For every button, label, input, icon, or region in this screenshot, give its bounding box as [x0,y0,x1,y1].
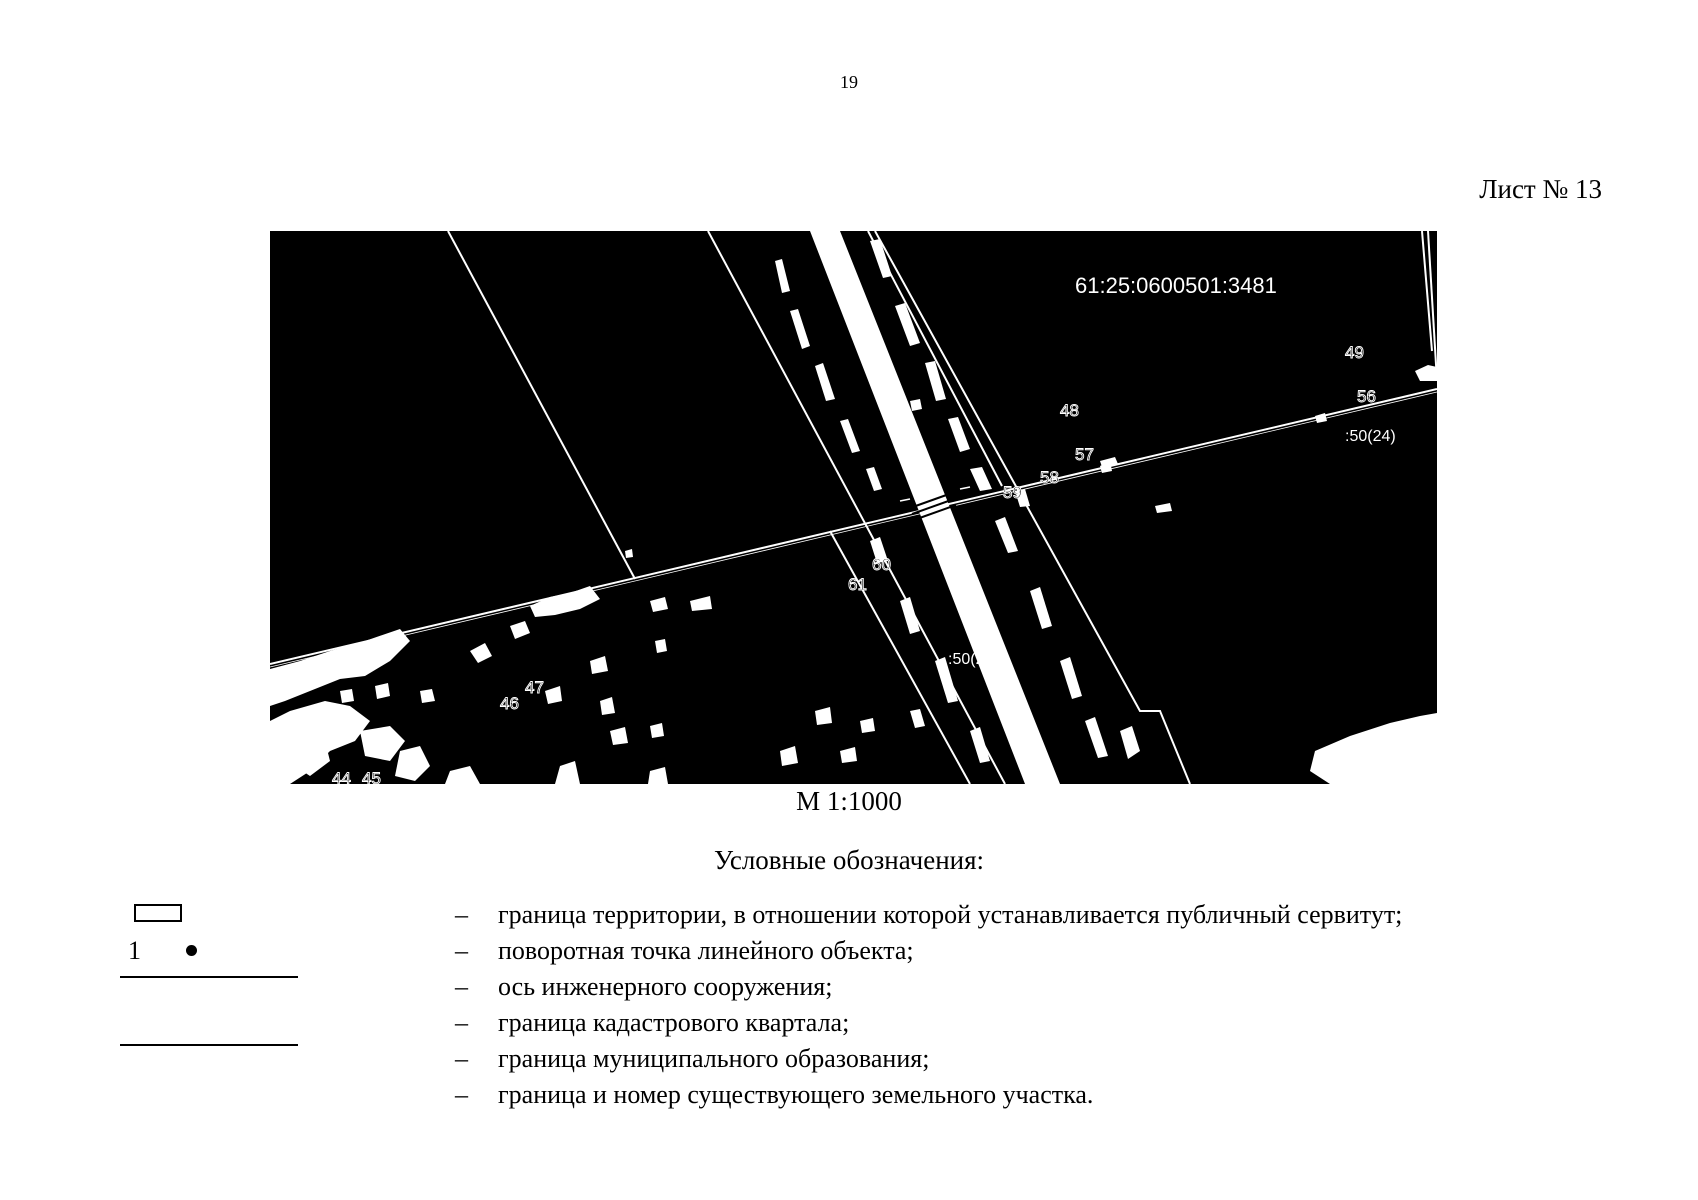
legend-symbol-line [120,1044,310,1080]
sheet-label: Лист № 13 [1479,174,1602,204]
legend-title: Условные обозначения: [713,845,985,875]
municipal-boundary-line-icon [120,1044,298,1046]
legend-row-turning-point [120,936,1620,972]
parcel-cadastral-number: 61:25:0600501:3481 [1075,273,1277,298]
legend-row-municipal-boundary [120,1044,1620,1080]
map-canvas [270,231,1437,784]
legend-dash: – [455,900,468,929]
page-number: 19 [840,72,858,92]
legend-dash: – [455,1080,468,1109]
legend-row-cadastral-quarter [120,1008,1620,1044]
legend-text: граница и номер существующего земельного участка. [498,1080,1094,1109]
legend-row-land-parcel [120,1080,1620,1116]
legend-symbol-empty [120,1008,310,1044]
legend-row-servitude-boundary [120,900,1620,936]
point-label-48: 48 [1060,401,1079,420]
legend-dash: – [455,1008,468,1037]
legend-text: ось инженерного сооружения; [498,972,833,1001]
parcel-label-50-24: :50(24) [1345,428,1396,445]
parcel-label-50-2: :50(2) [948,651,990,668]
point-label-59: 59 [1003,483,1022,502]
legend-dash: – [455,936,468,965]
cadastral-map [270,231,1437,784]
point-label-47: 47 [525,678,544,697]
point-label-60: 60 [872,555,891,574]
map-scale: М 1:1000 [796,786,902,816]
point-label-46: 46 [500,694,519,713]
axis-line-icon [120,976,298,978]
legend-text: граница муниципального образования; [498,1044,930,1073]
legend-dash: – [455,972,468,1001]
point-label-61: 61 [848,575,867,594]
legend-text: поворотная точка линейного объекта; [498,936,914,965]
legend-symbol-empty [120,1080,310,1116]
point-label-58: 58 [1040,468,1059,487]
servitude-rectangle-icon [134,904,182,922]
point-label-45: 45 [362,769,381,784]
point-label-56: 56 [1357,387,1376,406]
legend-symbol-thick-line [120,972,310,1008]
point-label-44: 44 [332,769,351,784]
legend-row-engineering-axis [120,972,1620,1008]
legend-dash: – [455,1044,468,1073]
legend-text: граница кадастрового квартала; [498,1008,850,1037]
legend-text: граница территории, в отношении которой устанавливается публичный сервитут; [498,900,1403,929]
legend [120,900,1620,1116]
point-symbol-number: 1 [128,936,141,965]
turning-point-dot-icon [186,945,197,956]
point-label-49: 49 [1345,343,1364,362]
legend-symbol-rectangle [120,900,310,936]
legend-symbol-point [120,936,310,972]
point-label-57: 57 [1075,445,1094,464]
